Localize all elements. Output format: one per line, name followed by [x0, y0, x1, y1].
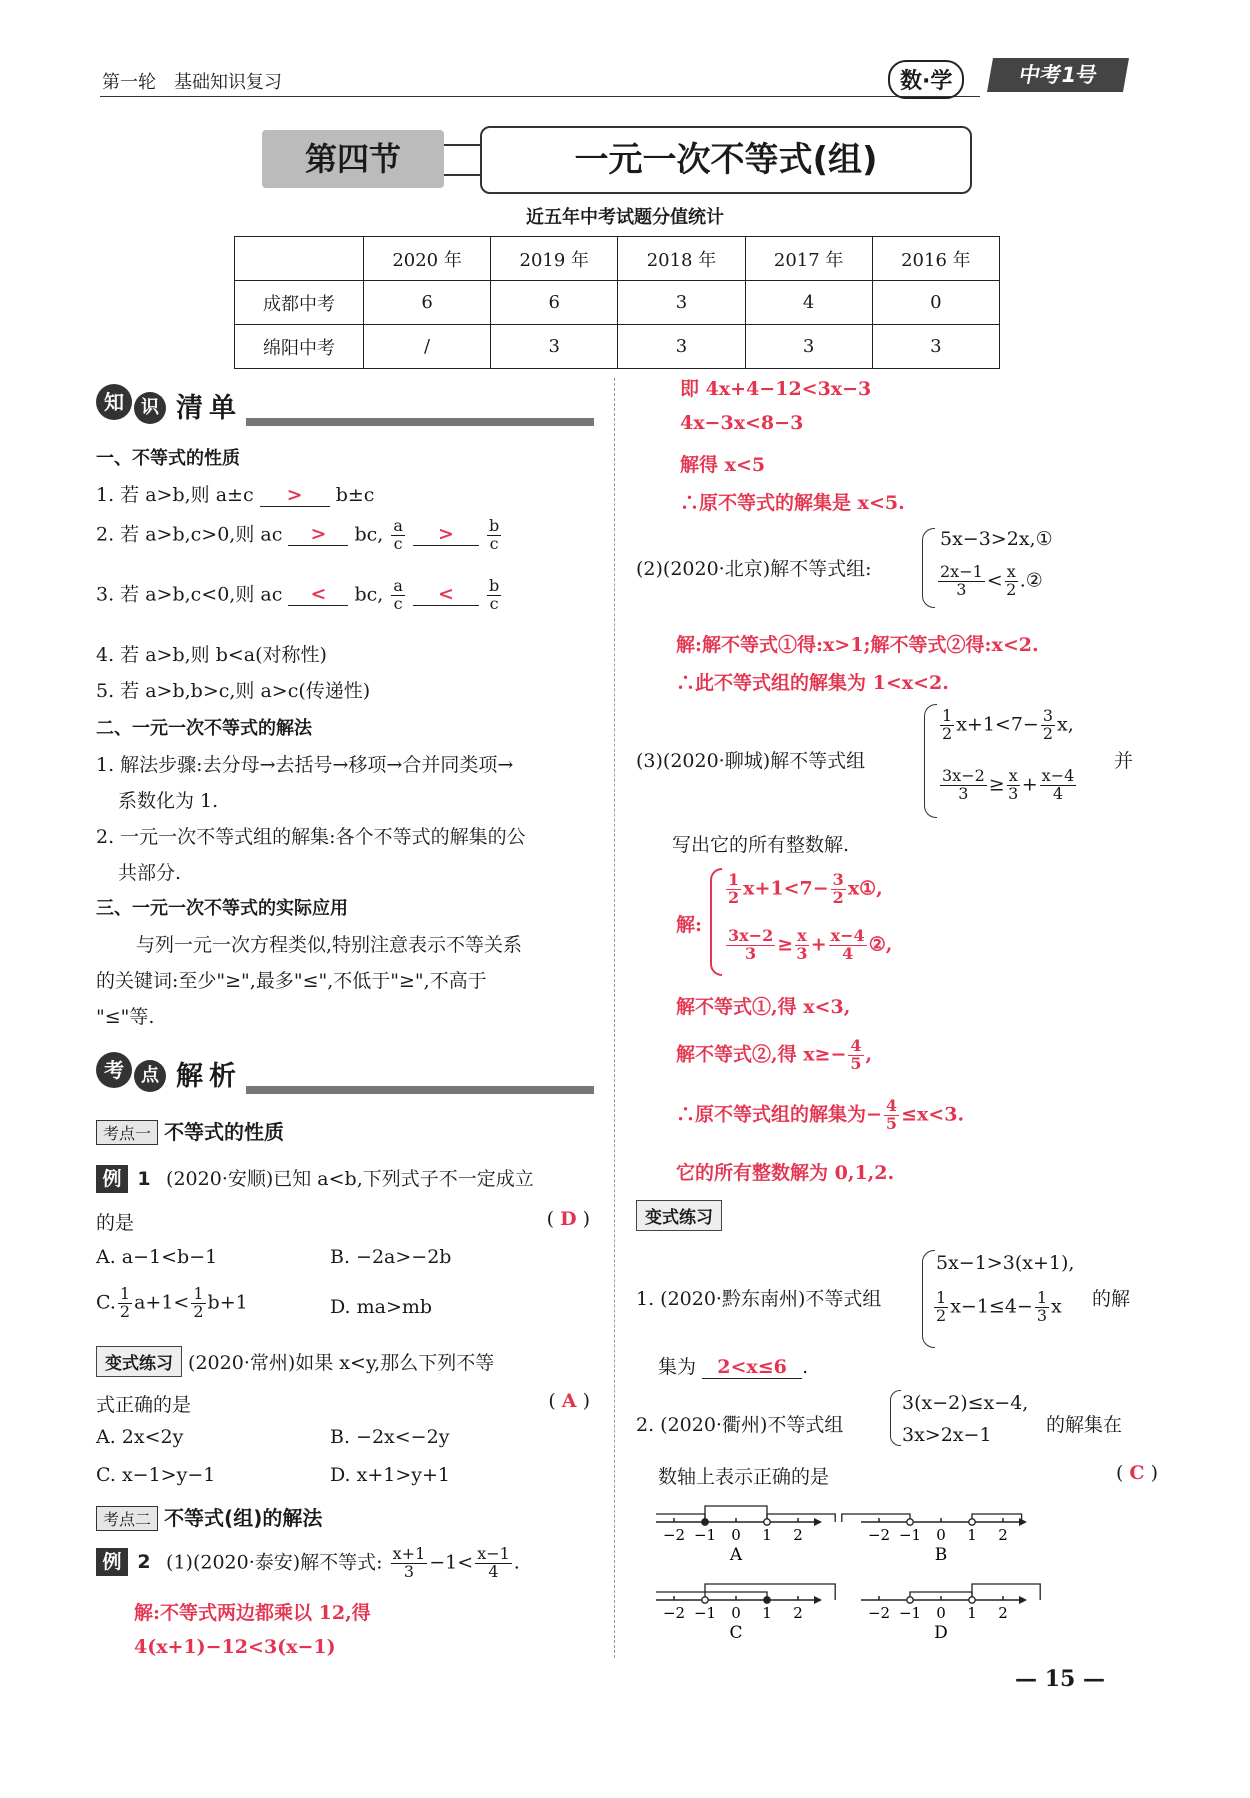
paragraph: 与列一元一次方程类似,特别注意表示不等关系 — [136, 934, 523, 956]
answer: < — [310, 583, 327, 606]
solution-step: ∴原不等式组的解集为− $\frac{4}{5}$ ≤x<3. — [676, 1096, 965, 1133]
property-1 — [96, 480, 374, 507]
endpoint-dot — [764, 1519, 770, 1525]
option-d: D. x+1>y+1 — [330, 1464, 451, 1486]
table-cell: 绵阳中考 — [235, 325, 364, 369]
solution-segment — [767, 1514, 835, 1522]
equation: $\frac{1}{2}$ x−1≤4− $\frac{1}{3}$ x — [936, 1288, 1062, 1325]
property-3 — [96, 578, 503, 613]
answer: > — [286, 484, 303, 506]
kaodian-1 — [96, 1116, 284, 1145]
answer-blank — [260, 484, 330, 507]
solution-step: ∴原不等式的解集是 x<5. — [680, 492, 905, 514]
option-c: C. x−1>y−1 — [96, 1464, 216, 1486]
variant-q2-cont: 数轴上表示正确的是 ( C ) — [658, 1462, 1158, 1488]
option-d: D. ma>mb — [330, 1296, 433, 1318]
option-label: A — [729, 1545, 743, 1565]
solution-step: ∴此不等式组的解集为 1<x<2. — [676, 672, 949, 694]
fraction: $\frac{a}{c}$ — [393, 576, 403, 613]
tick-label: 1 — [967, 1604, 977, 1622]
text: 的是 — [96, 1212, 135, 1234]
text: bc, — [354, 523, 384, 546]
tick-label: −2 — [662, 1526, 686, 1544]
section-heading: 三、一元一次不等式的实际应用 — [96, 898, 348, 919]
kaodian-title: 不等式的性质 — [164, 1120, 285, 1144]
axis-arrow — [1019, 1596, 1027, 1604]
equation: $\frac{2x-1}{3}$ < $\frac{x}{2}$ .② — [940, 562, 1043, 599]
equation: 3(x−2)≤x−4, — [902, 1392, 1029, 1414]
property-5: 5. 若 a>b,b>c,则 a>c(传递性) — [96, 680, 371, 702]
answer-blank — [413, 583, 479, 606]
table-cell: 2018 年 — [618, 237, 745, 281]
number-line-c — [656, 1584, 835, 1643]
tick-label: 1 — [762, 1526, 772, 1544]
answer-blank — [413, 523, 479, 546]
option-label: C — [729, 1623, 743, 1643]
section-label: 第四节 — [262, 130, 444, 188]
left-column — [96, 378, 596, 1668]
kaodian-tag: 考点二 — [96, 1506, 158, 1531]
variant-q2: 2. (2020·衢州)不等式组 — [636, 1414, 844, 1436]
kaodian-2 — [96, 1502, 322, 1531]
table-cell: 0 — [872, 281, 999, 325]
tick-label: −2 — [867, 1526, 891, 1544]
section-heading: 一、不等式的性质 — [96, 448, 240, 469]
answer: D — [560, 1208, 577, 1230]
text: (2020·常州)如果 x<y,那么下列不等 — [188, 1352, 495, 1374]
knowledge-banner — [96, 378, 594, 430]
table-cell: 3 — [491, 325, 618, 369]
variant-q1: 1. (2020·黔东南州)不等式组 — [636, 1288, 882, 1310]
table-cell: 6 — [491, 281, 618, 325]
tick-label: −2 — [867, 1604, 891, 1622]
table-cell: 4 — [745, 281, 872, 325]
table-row — [235, 281, 1000, 325]
tick-label: 0 — [731, 1604, 741, 1622]
kaodian-tag: 考点一 — [96, 1120, 158, 1145]
answer: C — [1129, 1462, 1145, 1484]
solution-step: 解得 x<5 — [680, 454, 766, 476]
table-cell: 6 — [364, 281, 491, 325]
option-a: A. 2x<2y — [96, 1426, 184, 1448]
equation: $\frac{1}{2}$ x+1<7− $\frac{3}{2}$ x, — [942, 706, 1074, 743]
number-line-d — [861, 1584, 1040, 1643]
problem-3: (3)(2020·聊城)解不等式组 — [636, 750, 866, 772]
solution-step: 4(x+1)−12<3(x−1) — [134, 1636, 336, 1658]
axis-arrow — [814, 1596, 822, 1604]
axis-arrow — [1019, 1518, 1027, 1526]
tick-label: 1 — [967, 1526, 977, 1544]
tick-label: 0 — [936, 1604, 946, 1622]
example-1 — [96, 1164, 534, 1193]
variant-q1-cont: 集为 2<x≤6 . — [658, 1356, 809, 1378]
answer: A — [561, 1390, 577, 1412]
tick-label: 0 — [936, 1526, 946, 1544]
answer: < — [437, 583, 454, 606]
solution-step: 解不等式①,得 x<3, — [676, 996, 851, 1018]
answer: > — [310, 523, 327, 546]
paragraph: 系数化为 1. — [118, 790, 219, 812]
table-cell: 2016 年 — [872, 237, 999, 281]
paragraph: 写出它的所有整数解. — [672, 834, 850, 856]
equation: 5x−1>3(x+1), — [936, 1252, 1075, 1274]
solution-segment — [656, 1514, 705, 1522]
tag-circle: 识 — [134, 392, 166, 424]
topic-title: 一元一次不等式(组) — [480, 126, 972, 194]
header — [0, 0, 1250, 100]
answer-blank — [288, 583, 348, 606]
tick-label: −1 — [693, 1604, 717, 1622]
paragraph: 2. 一元一次不等式组的解集:各个不等式的解集的公 — [96, 826, 526, 848]
solution-step: 解不等式②,得 x≥− $\frac{4}{5}$ , — [676, 1036, 873, 1073]
tag-circle: 点 — [134, 1060, 166, 1092]
fraction: $\frac{b}{c}$ — [488, 576, 500, 613]
brand-badge: 中考1号 — [987, 58, 1129, 92]
solution-step: 它的所有整数解为 0,1,2. — [676, 1162, 895, 1184]
equation: $\frac{3x-2}{3}$ ≥ $\frac{x}{3}$ + $\frac{x-4}{4}$ — [942, 766, 1075, 803]
example-1-cont: 的是 ( D ) — [96, 1208, 590, 1234]
table-cell: 成都中考 — [235, 281, 364, 325]
paragraph: 共部分. — [118, 862, 182, 884]
table-cell: 3 — [745, 325, 872, 369]
paragraph: "≤"等. — [96, 1006, 155, 1028]
page-number: — 15 — — [1015, 1666, 1105, 1692]
option-a: A. a−1<b−1 — [96, 1246, 218, 1268]
example-2: 例 2 (1)(2020·泰安)解不等式: $\frac{x+1}{3}$ −1< $\frac{x-1}{4}$ . — [96, 1546, 520, 1581]
table-cell: 2019 年 — [491, 237, 618, 281]
answer: 2<x≤6 — [717, 1356, 787, 1378]
answer-blank — [288, 523, 348, 546]
tick-label: −2 — [662, 1604, 686, 1622]
table-cell: 3 — [872, 325, 999, 369]
text: 2. 若 a>b,c>0,则 ac — [96, 523, 283, 546]
solution-segment — [842, 1514, 910, 1522]
solution-step: $\frac{3x-2}{3}$ ≥ $\frac{x}{3}$ + $\frac{x-4}{4}$ ②, — [728, 926, 893, 963]
endpoint-dot — [702, 1519, 708, 1525]
table-cell: 2017 年 — [745, 237, 872, 281]
analysis-banner — [96, 1046, 594, 1098]
answer: > — [437, 523, 454, 546]
endpoint-dot — [907, 1519, 913, 1525]
solution-step: 解:不等式两边都乘以 12,得 — [134, 1602, 371, 1624]
solution-step: 解:解不等式①得:x>1;解不等式②得:x<2. — [676, 634, 1039, 656]
tick-label: 2 — [998, 1526, 1008, 1544]
subject-logo: 数·学 — [888, 60, 964, 99]
property-4: 4. 若 a>b,则 b<a(对称性) — [96, 644, 327, 666]
endpoint-dot — [907, 1597, 913, 1603]
solution-step: 即 4x+4−12<3x−3 — [680, 378, 872, 400]
number-line-a — [656, 1506, 835, 1565]
variant-tag: 变式练习 — [96, 1346, 182, 1377]
text: (2020·安顺)已知 a<b,下列式子不一定成立 — [166, 1168, 534, 1190]
option-b: B. −2a>−2b — [330, 1246, 452, 1268]
number-line-b — [842, 1514, 1027, 1565]
solution-segment — [656, 1592, 767, 1600]
table-row — [235, 325, 1000, 369]
equation: 5x−3>2x,① — [940, 528, 1053, 550]
axis-arrow — [814, 1518, 822, 1526]
problem-2: (2)(2020·北京)解不等式组: — [636, 558, 872, 580]
analysis-title: 解析 — [176, 1061, 242, 1092]
text: 1. 若 a>b,则 a±c — [96, 484, 254, 506]
table-cell — [235, 237, 364, 281]
tick-label: 2 — [793, 1526, 803, 1544]
solution-step: $\frac{1}{2}$ x+1<7− $\frac{3}{2}$ x①, — [728, 870, 883, 907]
tick-label: −1 — [693, 1526, 717, 1544]
variant-tag: 变式练习 — [636, 1200, 722, 1231]
right-column — [636, 372, 1158, 1672]
page-number-text: 15 — [1044, 1666, 1076, 1692]
stats-caption: 近五年中考试题分值统计 — [526, 207, 724, 228]
tick-label: 2 — [793, 1604, 803, 1622]
endpoint-dot — [969, 1519, 975, 1525]
number-lines — [656, 1494, 1056, 1674]
tick-label: 1 — [762, 1604, 772, 1622]
equation: 3x>2x−1 — [902, 1424, 992, 1446]
table-cell: 3 — [618, 325, 745, 369]
header-left: 第一轮 基础知识复习 — [102, 72, 282, 93]
tag-circle: 知 — [96, 384, 132, 420]
option-c: C. $\frac{1}{2}$ a+1< $\frac{1}{2}$ b+1 — [96, 1284, 248, 1321]
tick-label: 0 — [731, 1526, 741, 1544]
paragraph: 的关键词:至少"≥",最多"≤",不低于"≥",不高于 — [96, 970, 487, 992]
option-label: B — [934, 1545, 948, 1565]
solution-segment — [972, 1514, 1022, 1522]
option-label: D — [934, 1623, 948, 1643]
tick-label: −1 — [898, 1526, 922, 1544]
example-number: 1 — [128, 1165, 160, 1193]
fraction: $\frac{a}{c}$ — [393, 516, 403, 553]
text: 的解 — [1092, 1288, 1131, 1310]
solution-segment — [972, 1584, 1040, 1600]
table-cell: 3 — [618, 281, 745, 325]
solution-step: 解: — [676, 914, 703, 936]
knowledge-title: 清单 — [176, 393, 242, 424]
endpoint-dot — [764, 1597, 770, 1603]
variant-1 — [96, 1346, 494, 1377]
endpoint-dot — [702, 1597, 708, 1603]
fraction: $\frac{b}{c}$ — [488, 516, 500, 553]
table-cell: 2020 年 — [364, 237, 491, 281]
property-2 — [96, 518, 503, 553]
kaodian-title: 不等式(组)的解法 — [164, 1506, 323, 1530]
text: bc, — [354, 583, 384, 606]
tick-label: −1 — [898, 1604, 922, 1622]
endpoint-dot — [969, 1597, 975, 1603]
example-label: 例 — [96, 1165, 128, 1193]
text: 的解集在 — [1046, 1414, 1123, 1436]
paragraph: 1. 解法步骤:去分母→去括号→移项→合并同类项→ — [96, 754, 514, 776]
table-row — [235, 237, 1000, 281]
title-bar — [262, 126, 972, 192]
text: 并 — [1114, 750, 1134, 772]
table-cell: / — [364, 325, 491, 369]
option-b: B. −2x<−2y — [330, 1426, 450, 1448]
variant-heading — [636, 1200, 722, 1231]
text: 3. 若 a>b,c<0,则 ac — [96, 583, 283, 606]
tag-circle: 考 — [96, 1052, 132, 1088]
text: b±c — [335, 484, 375, 506]
tick-label: 2 — [998, 1604, 1008, 1622]
solution-step: 4x−3x<8−3 — [680, 412, 804, 434]
variant-1-cont: 式正确的是 ( A ) — [96, 1390, 590, 1416]
section-heading: 二、一元一次不等式的解法 — [96, 718, 312, 739]
stats-table — [234, 236, 1000, 369]
